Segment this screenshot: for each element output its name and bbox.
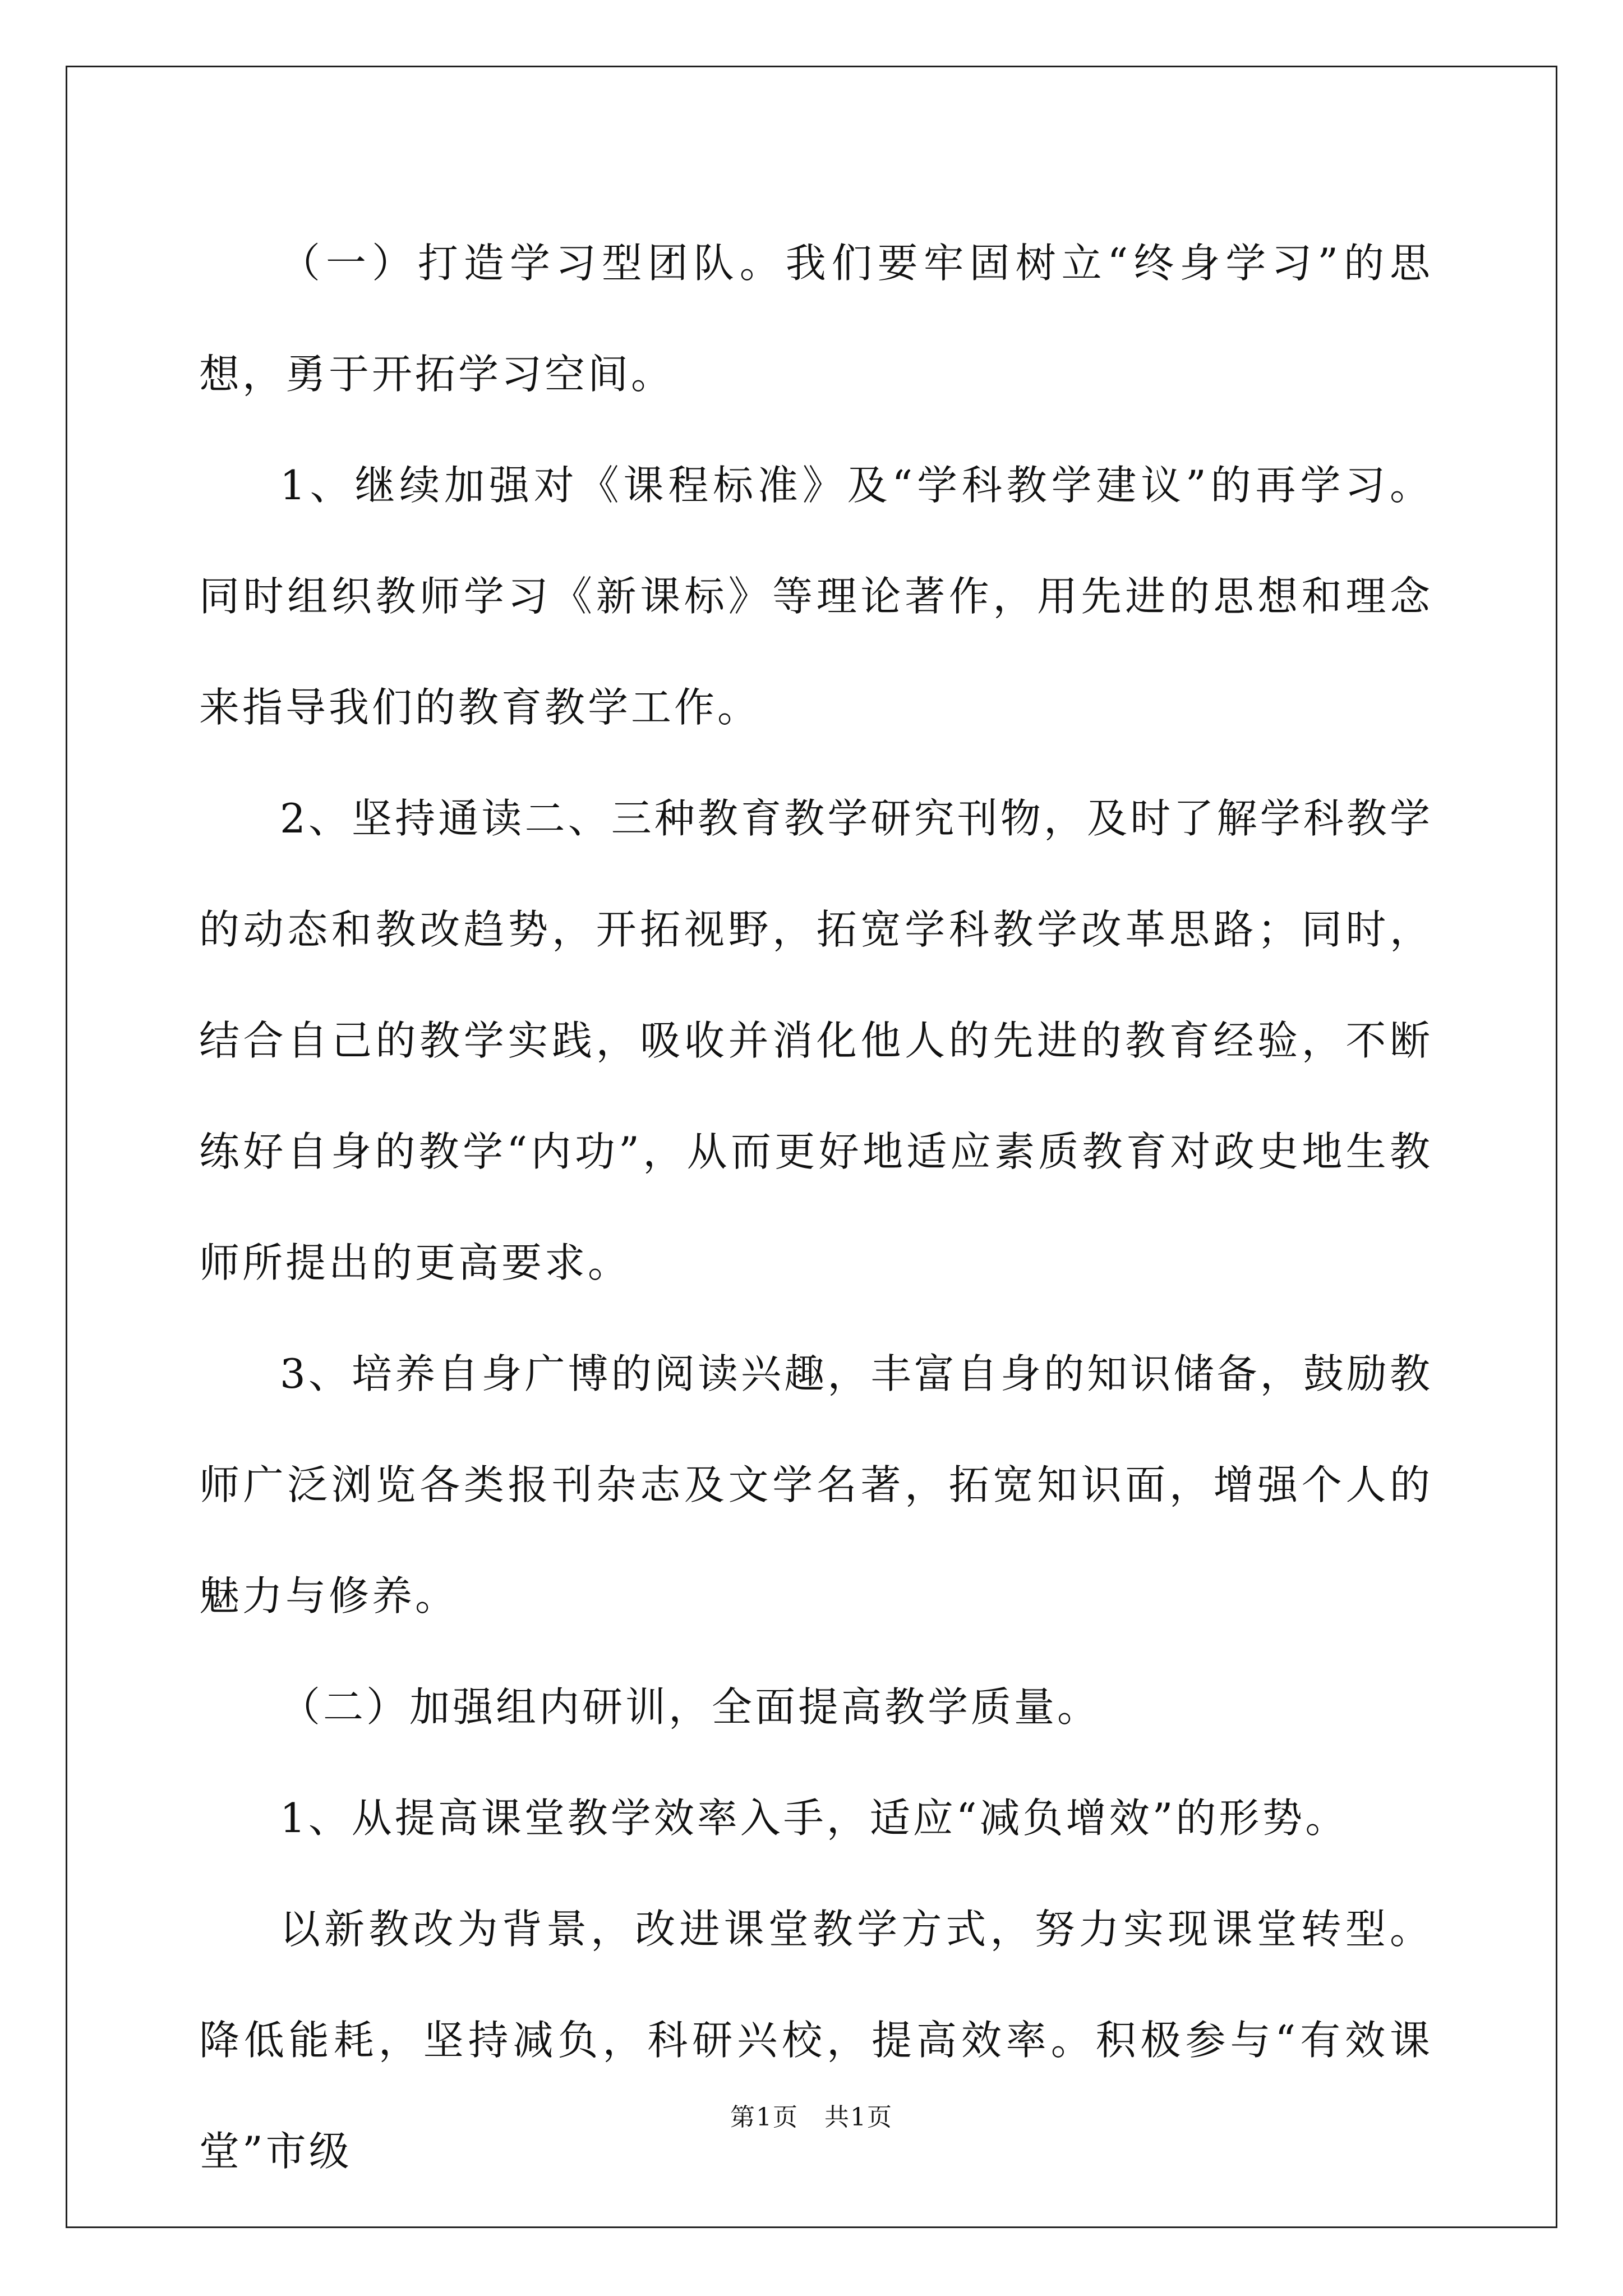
paragraph-item-1: 1、继续加强对《课程标准》及“学科教学建议”的再学习。同时组织教师学习《新课标》等理论著作，用先进的思想和理念来指导我们的教育教学工作。	[199, 462, 1433, 731]
paragraph-item-3: 3、培养自身广博的阅读兴趣，丰富自身的知识储备，鼓励教师广泛浏览各类报刊杂志及文学名著，拓宽知识面，增强个人的魅力与修养。	[199, 1350, 1433, 1619]
paragraph-section-two-body: 以新教改为背景，改进课堂教学方式，努力实现课堂转型。降低能耗，坚持减负，科研兴校，提高效率。积极参与“有效课堂”市级	[199, 1906, 1433, 2175]
paragraph-section-one-heading: （一）打造学习型团队。我们要牢固树立“终身学习”的思想，勇于开拓学习空间。	[199, 240, 1433, 398]
paragraph-item-2: 2、坚持通读二、三种教育教学研究刊物，及时了解学科教学的动态和教改趋势，开拓视野，拓宽学科教学改革思路；同时，结合自己的教学实践，吸收并消化他人的先进的教育经验，不断练好自身的教学“内功”，从而更好地适应素质教育对政史地生教师所提出的更高要求。	[199, 795, 1433, 1286]
document-body	[199, 208, 1433, 2207]
page-number-footer: 第1页 共1页	[730, 2103, 893, 2132]
paragraph-section-two-heading: （二）加强组内研训，全面提高教学质量。	[280, 1683, 1101, 1731]
paragraph-section-two-item-1: 1、从提高课堂教学效率入手，适应“减负增效”的形势。	[280, 1795, 1349, 1842]
